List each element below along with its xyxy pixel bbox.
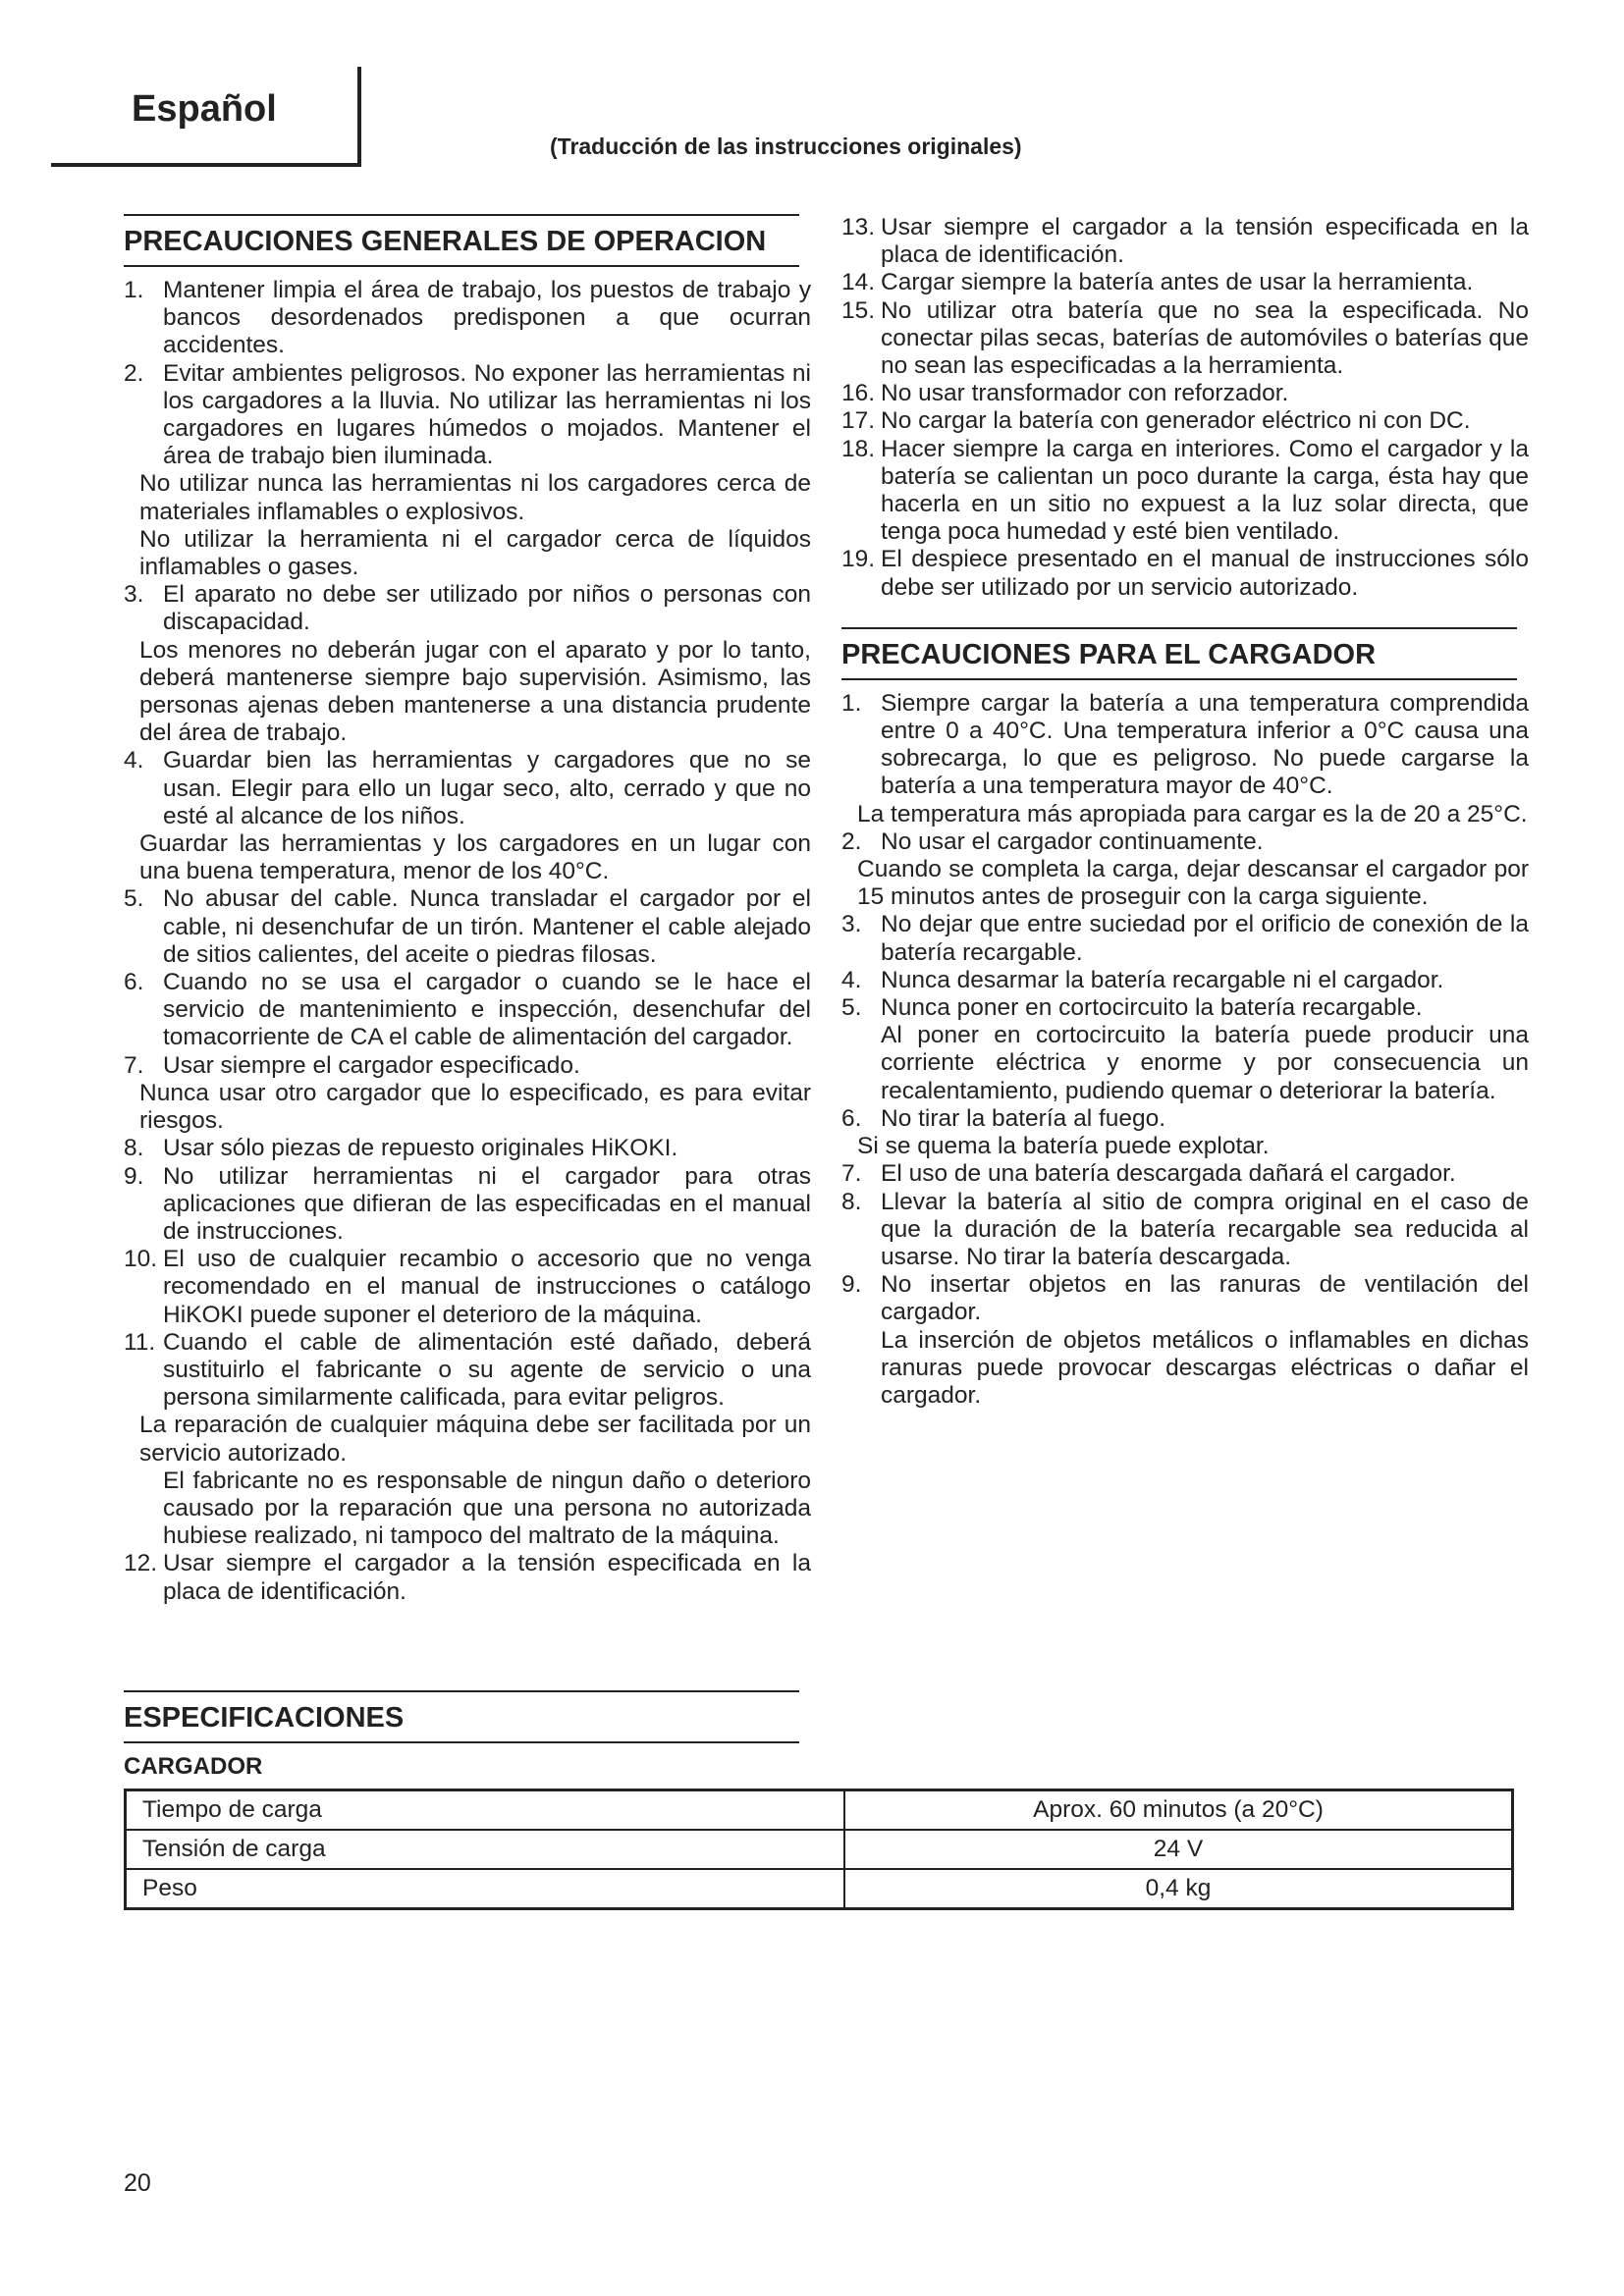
spec-value: 24 V [844, 1830, 1513, 1869]
left-column [124, 214, 811, 1606]
tab-underline [51, 163, 361, 167]
list-item: 6. Cuando no se usa el cargador o cuando se le hace el servicio de mantenimiento e inspección, desenchufar del tomacorriente de CA el cable de alimentación del cargador. [124, 969, 811, 1051]
list-item: 8. Llevar la batería al sitio de compra original en el caso de que la duración de la batería recargable sea reducida al usarse. No tirar la batería descargada. [841, 1188, 1529, 1270]
list-subitem: El fabricante no es responsable de ningun daño o deterioro causado por la reparación que una persona no autorizada hubiese realizado, ni tampoco del maltrato de la máquina. [163, 1467, 811, 1550]
list-item: 7. El uso de una batería descargada dañará el cargador. [841, 1160, 1456, 1188]
list-item: 17. No cargar la batería con generador eléctrico ni con DC. [841, 407, 1471, 435]
right-column [841, 214, 1529, 1410]
spec-label: Peso [126, 1869, 845, 1909]
charger-precautions-title: PRECAUCIONES PARA EL CARGADOR [841, 627, 1517, 680]
list-item: 15. No utilizar otra batería que no sea la especificada. No conectar pilas secas, baterías de automóviles o baterías que no sean las especificadas a la herramienta. [841, 296, 1529, 380]
page-number: 20 [124, 2169, 151, 2197]
list-subitem: No utilizar nunca las herramientas ni los cargadores cerca de materiales inflamables o explosivos. [139, 470, 811, 525]
list-subitem: Nunca usar otro cargador que lo especificado, es para evitar riesgos. [139, 1079, 811, 1135]
translation-note: (Traducción de las instrucciones originales) [550, 133, 1022, 159]
list-item: 16. No usar transformador con reforzador. [841, 380, 1289, 407]
list-item: 9. No insertar objetos en las ranuras de ventilación del cargador. [841, 1271, 1529, 1326]
list-subitem: Los menores no deberán jugar con el aparato y por lo tanto, deberá mantenerse siempre bajo supervisión. Asimismo, las personas ajenas deben mantenerse a una distancia prudente del área de trabajo. [139, 636, 811, 747]
list-subitem: Si se quema la batería puede explotar. [857, 1133, 1270, 1160]
list-item: 2. Evitar ambientes peligrosos. No exponer las herramientas ni los cargadores a la lluvia. No utilizar las herramientas ni los cargadores en lugares húmedos o mojados. Mantener el área de trabajo bien iluminada. [124, 359, 811, 470]
list-item: 14. Cargar siempre la batería antes de usar la herramienta. [841, 269, 1474, 296]
specifications-title: ESPECIFICACIONES [124, 1690, 799, 1743]
list-item: 4. Guardar bien las herramientas y cargadores que no se usan. Elegir para ello un lugar seco, alto, cerrado y que no esté al alcance de los niños. [124, 747, 811, 829]
list-item: 4. Nunca desarmar la batería recargable ni el cargador. [841, 966, 1444, 993]
list-item: 3. El aparato no debe ser utilizado por niños o personas con discapacidad. [124, 581, 811, 636]
list-item: 9. No utilizar herramientas ni el cargador para otras aplicaciones que difieran de las especificadas en el manual de instrucciones. [124, 1162, 811, 1245]
list-item: 8. Usar sólo piezas de repuesto originales HiKOKI. [124, 1135, 678, 1162]
table-row [126, 1790, 1513, 1831]
list-item: 11. Cuando el cable de alimentación esté dañado, deberá sustituirlo el fabricante o su agente de servicio o una persona similarmente calificada, para evitar peligros. [124, 1328, 811, 1412]
list-item: 5. No abusar del cable. Nunca transladar el cargador por el cable, ni desenchufar de un tirón. Mantener el cable alejado de sitios calientes, del aceite o piedras filosas. [124, 885, 811, 968]
general-precautions-title: PRECAUCIONES GENERALES DE OPERACION [124, 214, 799, 267]
specifications-table [124, 1789, 1514, 1910]
list-item: 2. No usar el cargador continuamente. [841, 828, 1264, 855]
list-subitem: La reparación de cualquier máquina debe ser facilitada por un servicio autorizado. [139, 1412, 811, 1467]
list-item: 5. Nunca poner en cortocircuito la batería recargable. [841, 994, 1423, 1022]
list-item: 13. Usar siempre el cargador a la tensión especificada en la placa de identificación. [841, 214, 1529, 269]
list-subitem: No utilizar la herramienta ni el cargador cerca de líquidos inflamables o gases. [139, 525, 811, 581]
list-subitem: La inserción de objetos metálicos o inflamables en dichas ranuras puede provocar descargas eléctricas o dañar el cargador. [881, 1326, 1529, 1409]
spec-value: 0,4 kg [844, 1869, 1513, 1909]
list-item: 10. El uso de cualquier recambio o accesorio que no venga recomendado en el manual de instrucciones o catálogo HiKOKI puede suponer el deterioro de la máquina. [124, 1246, 811, 1328]
list-subitem: Guardar las herramientas y los cargadores en un lugar con una buena temperatura, menor de los 40°C. [139, 830, 811, 885]
list-subitem: Al poner en cortocircuito la batería puede producir una corriente eléctrica y enorme y por consecuencia un recalentamiento, pudiendo quemar o deteriorar la batería. [881, 1022, 1529, 1104]
list-item: 12. Usar siempre el cargador a la tensión especificada en la placa de identificación. [124, 1550, 811, 1605]
specifications-section [124, 1690, 1514, 1910]
list-item: 1. Mantener limpia el área de trabajo, los puestos de trabajo y bancos desordenados predisponen a que ocurran accidentes. [124, 277, 811, 359]
list-subitem: La temperatura más apropiada para cargar es la de 20 a 25°C. [857, 800, 1528, 828]
table-row [126, 1869, 1513, 1909]
list-item: 7. Usar siempre el cargador especificado. [124, 1051, 580, 1079]
charger-subtitle: CARGADOR [124, 1753, 263, 1780]
tab-divider [357, 67, 361, 165]
table-row [126, 1830, 1513, 1869]
list-item: 18. Hacer siempre la carga en interiores. Como el cargador y la batería se calientan un poco durante la carga, ésta hay que hacerla en un sitio no expuest a la luz solar directa, que tenga poca humedad y esté bien ventilado. [841, 435, 1529, 546]
language-tab [51, 67, 359, 165]
spec-label: Tensión de carga [126, 1830, 845, 1869]
list-subitem: Cuando se completa la carga, dejar descansar el cargador por 15 minutos antes de proseguir con la carga siguiente. [857, 856, 1529, 911]
spec-value: Aprox. 60 minutos (a 20°C) [844, 1790, 1513, 1831]
language-label: Español [132, 88, 277, 130]
list-item: 19. El despiece presentado en el manual de instrucciones sólo debe ser utilizado por un servicio autorizado. [841, 546, 1529, 601]
list-item: 1. Siempre cargar la batería a una temperatura comprendida entre 0 a 40°C. Una temperatura inferior a 0°C causa una sobrecarga, lo que es peligroso. No puede cargarse la batería a una temperatura mayor de 40°C. [841, 689, 1529, 800]
list-item: 3. No dejar que entre suciedad por el orificio de conexión de la batería recargable. [841, 911, 1529, 966]
spec-label: Tiempo de carga [126, 1790, 845, 1831]
list-item: 6. No tirar la batería al fuego. [841, 1104, 1166, 1132]
